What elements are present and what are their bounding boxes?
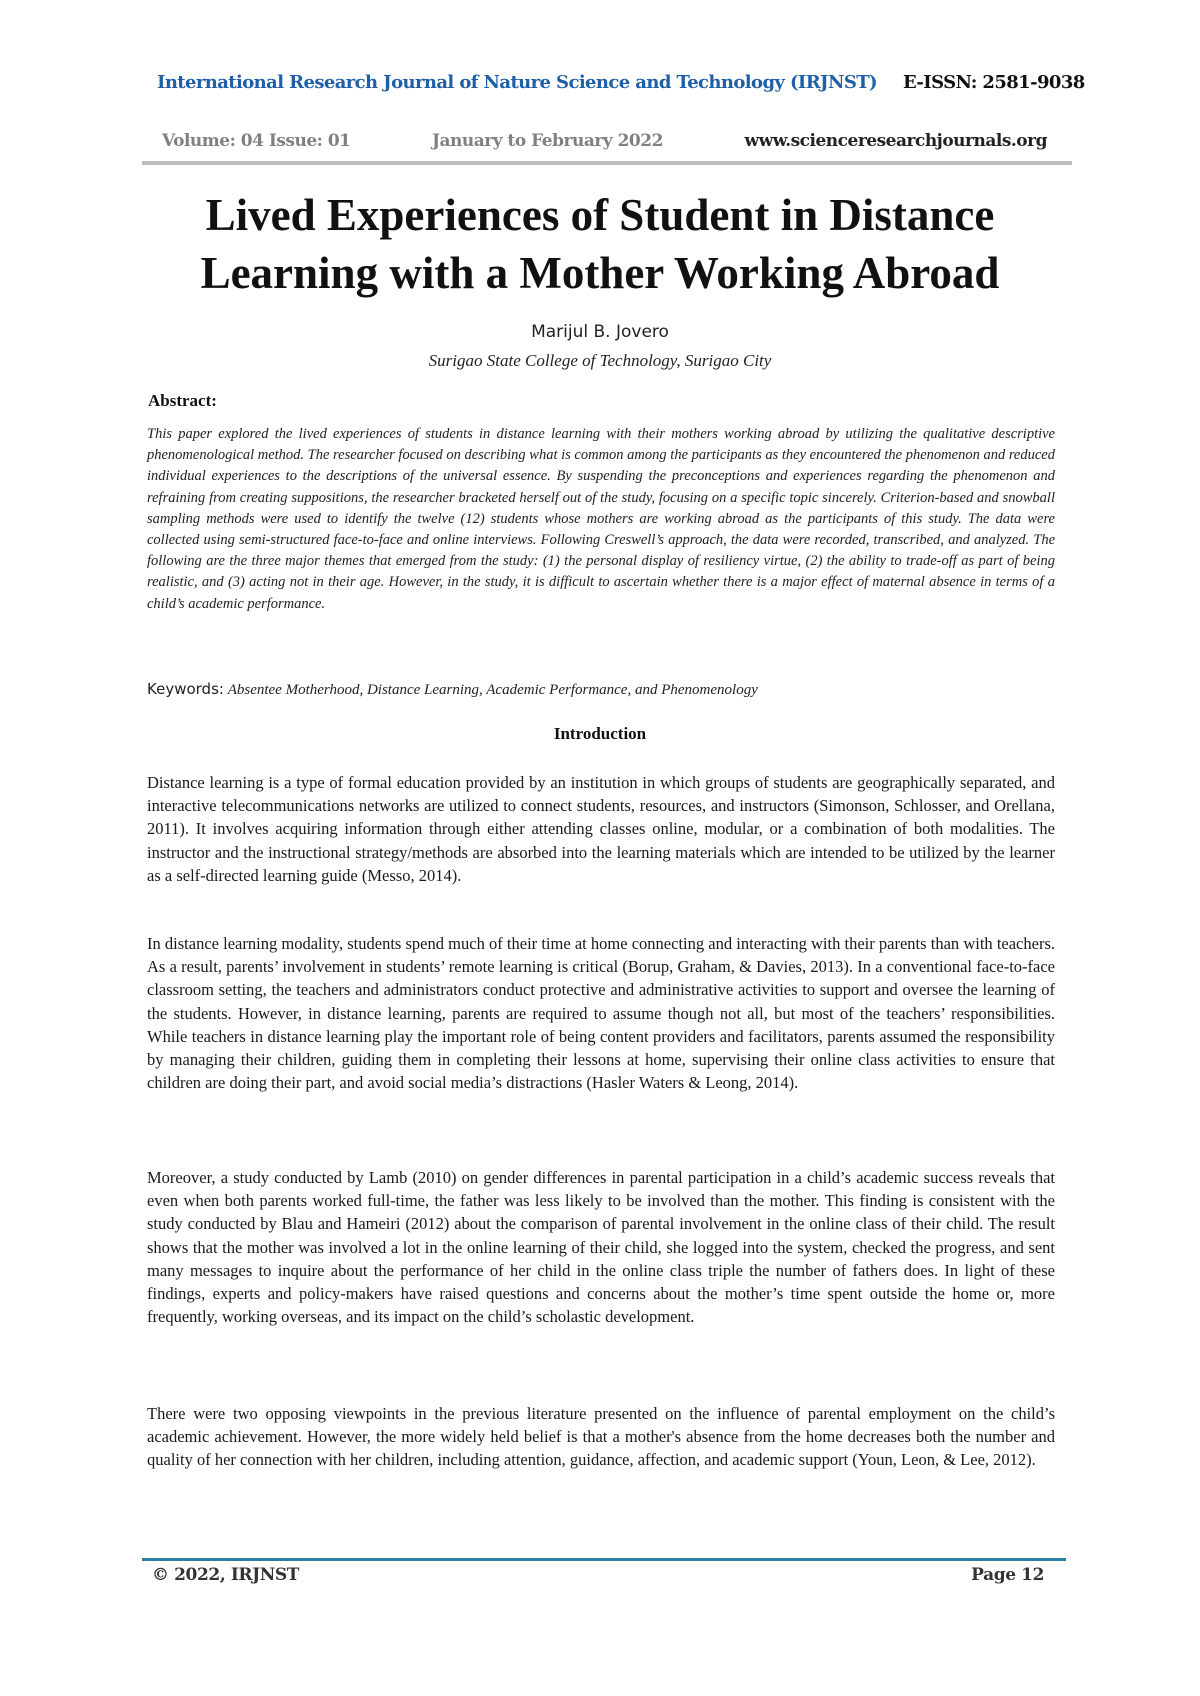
footer-copyright: © 2022, IRJNST bbox=[152, 1565, 300, 1585]
journal-website-link[interactable]: www.scienceresearchjournals.org bbox=[744, 131, 1047, 151]
header-divider bbox=[142, 161, 1072, 165]
footer-divider bbox=[142, 1558, 1066, 1561]
journal-name: International Research Journal of Nature Science and Technology (IRJNST) bbox=[157, 72, 877, 93]
author-affiliation: Surigao State College of Technology, Surigao City bbox=[428, 351, 772, 370]
footer-page-number: Page 12 bbox=[971, 1565, 1044, 1585]
abstract-heading: Abstract: bbox=[148, 391, 217, 410]
issn: E-ISSN: 2581-9038 bbox=[902, 72, 1085, 93]
issue-date: January to February 2022 bbox=[432, 131, 663, 151]
intro-paragraph-3: Moreover, a study conducted by Lamb (2010) on gender differences in parental participation in a child’s academic success reveals that even when both parents worked full-time, the father was less likely to be involved than the mother. This finding is consistent with the study conducted by Blau and Hameiri (2012) about the comparison of parental involvement in the online class of their child. The result shows that the mother was involved a lot in the online learning of their child, she logged into the system, checked the progress, and sent many messages to inquire about the performance of her child in the online class triple the number of fathers does. In light of these findings, experts and policy-makers have raised questions and concerns about the mother’s time spent outside the home or, more frequently, working overseas, and its impact on the child’s scholastic development. bbox=[147, 1168, 1055, 1327]
abstract-text: This paper explored the lived experiences of students in distance learning with their mothers working abroad by utilizing the qualitative descriptive phenomenological method. The researcher focused on describing what is common among the participants as they encountered the phenomenon and reduced individual experiences to the descriptions of the universal essence. By suspending the preconceptions and experiences regarding the phenomenon and refraining from creating suppositions, the researcher bracketed herself out of the study, focusing on a specific topic sincerely. Criterion-based and snowball sampling methods were used to identify the twelve (12) students whose mothers are working abroad as the participants of this study. The data were collected using semi-structured face-to-face and online interviews. Following Creswell’s approach, the data were recorded, transcribed, and analyzed. The following are the three major themes that emerged from the study: (1) the personal display of resiliency virtue, (2) the ability to trade-off as part of being realistic, and (3) acting not in their age. However, in the study, it is difficult to ascertain whether there is a major effect of maternal absence in terms of a child’s academic performance. bbox=[147, 426, 1055, 612]
title-line-2: Learning with a Mother Working Abroad bbox=[200, 248, 1000, 298]
title-line-1: Lived Experiences of Student in Distance bbox=[205, 190, 995, 240]
intro-paragraph-1: Distance learning is a type of formal education provided by an institution in which groups of students are geographically separated, and interactive telecommunications networks are utilized to connect students, resources, and instructors (Simonson, Schlosser, and Orellana, 2011). It involves acquiring information through either attending classes online, modular, or a combination of both modalities. The instructor and the instructional strategy/methods are absorbed into the learning materials which are intended to be utilized by the learner as a self-directed learning guide (Messo, 2014). bbox=[147, 773, 1055, 885]
author-name: Marijul B. Jovero bbox=[531, 322, 669, 342]
keywords-text: Absentee Motherhood, Distance Learning, Academic Performance, and Phenomenology bbox=[227, 682, 758, 698]
issue-meta bbox=[162, 131, 1047, 155]
keywords bbox=[147, 680, 1055, 699]
intro-paragraph-4: There were two opposing viewpoints in the previous literature presented on the influence of parental employment on the child’s academic achievement. However, the more widely held belief is that a mother's absence from the home decreases both the number and quality of her connection with her children, including attention, guidance, affection, and academic support (Youn, Leon, & Lee, 2012). bbox=[147, 1404, 1055, 1470]
intro-paragraph-2: In distance learning modality, students spend much of their time at home connecting and interacting with their parents than with teachers. As a result, parents’ involvement in students’ remote learning is critical (Borup, Graham, & Davies, 2013). In a conventional face-to-face classroom setting, the teachers and administrators conduct protective and administrative activities to support and oversee the learning of the students. However, in distance learning, parents are required to assume though not all, but most of the teachers’ responsibilities. While teachers in distance learning play the important role of being content providers and facilitators, parents assumed the responsibility by managing their children, guiding them in completing their lessons at home, supervising their online class activities to ensure that children are doing their part, and avoid social media’s distractions (Hasler Waters & Leong, 2014). bbox=[147, 934, 1055, 1093]
volume-issue: Volume: 04 Issue: 01 bbox=[162, 131, 351, 151]
keywords-label: Keywords: bbox=[147, 680, 224, 698]
journal-header bbox=[157, 72, 1085, 93]
introduction-heading: Introduction bbox=[553, 724, 647, 743]
paper-title bbox=[120, 186, 1080, 302]
